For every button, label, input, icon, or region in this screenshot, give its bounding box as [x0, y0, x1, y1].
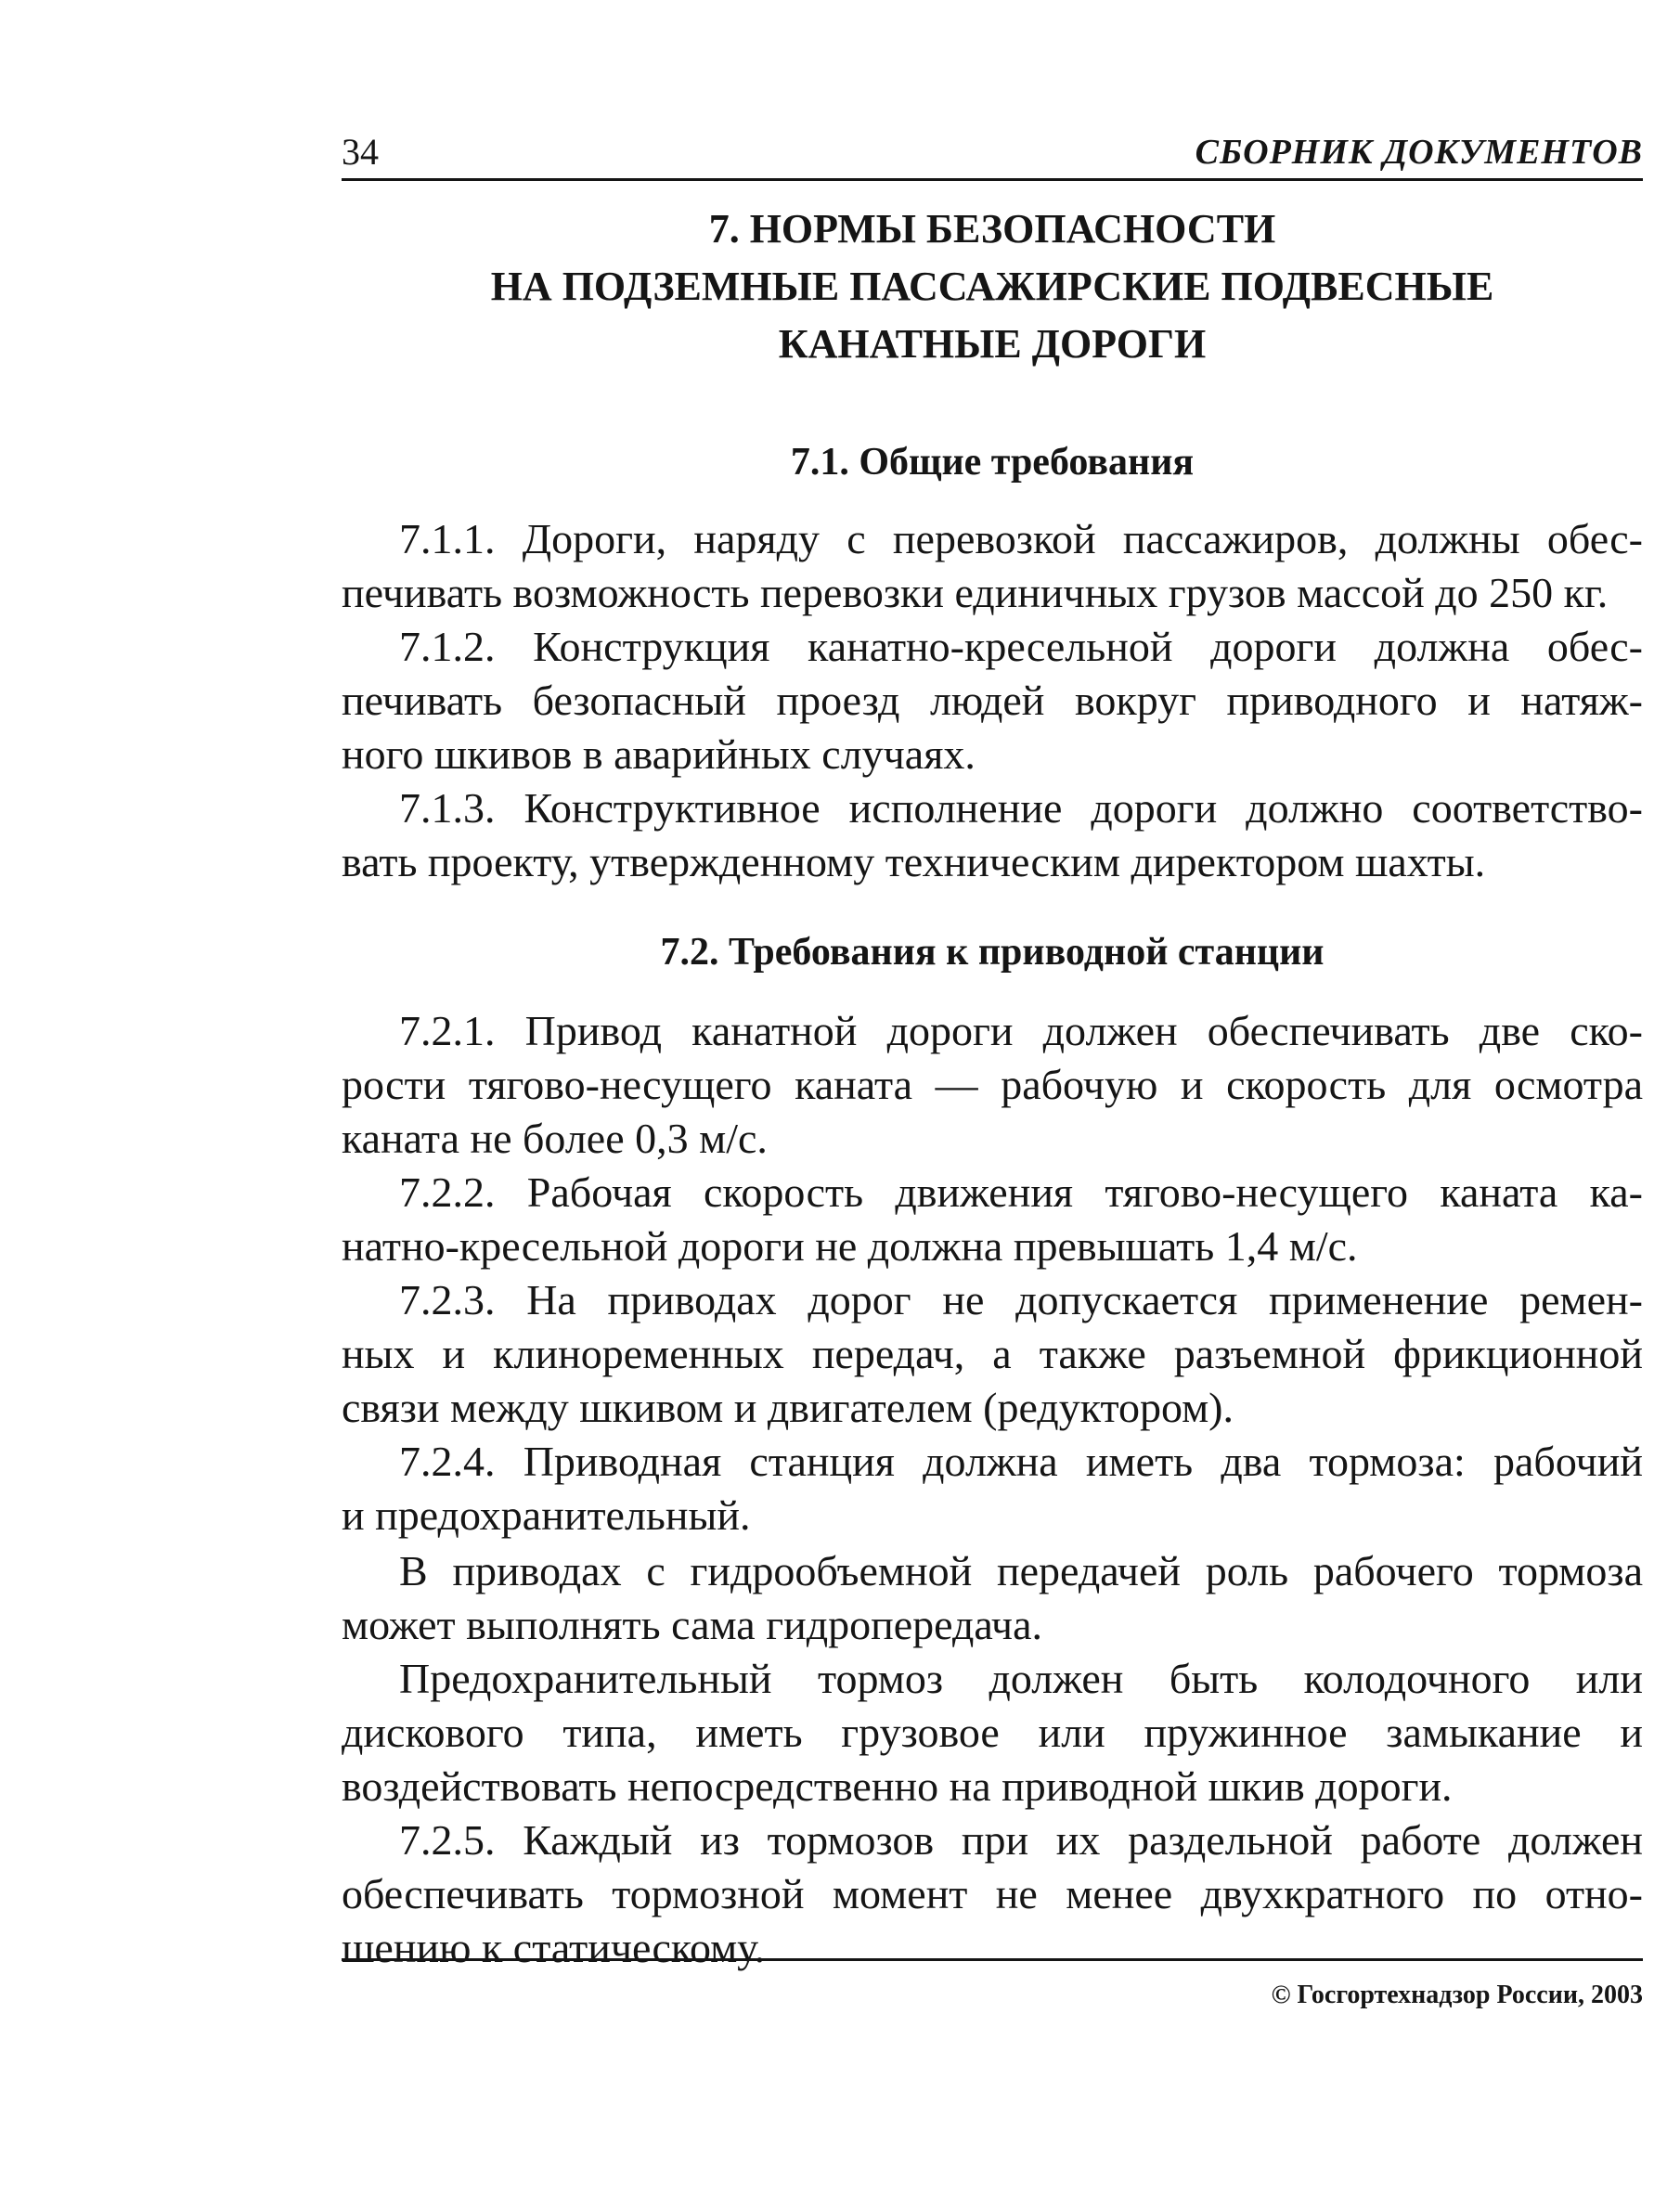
- paragraph-7-2-1: [342, 1004, 1643, 1166]
- copyright-notice: © Госгортехнадзор России, 2003: [1271, 1981, 1643, 2009]
- text-line: 7.2.1. Привод канатной дороги должен обеспечивать две ско-: [399, 1007, 1643, 1054]
- running-header: [342, 130, 1643, 181]
- document-page: [342, 0, 1643, 2207]
- text-line: 7.2.5. Каждый из тормозов при их раздельной работе должен: [399, 1816, 1643, 1864]
- collection-title: СБОРНИК ДОКУМЕНТОВ: [1195, 133, 1643, 172]
- paragraph-safety-brake: [342, 1652, 1643, 1813]
- text-line: каната не более 0,3 м/с.: [342, 1115, 768, 1162]
- chapter-title-line: 7. НОРМЫ БЕЗОПАСНОСТИ: [708, 206, 1276, 252]
- text-line: может выполнять сама гидропередача.: [342, 1601, 1042, 1648]
- text-line: 7.2.2. Рабочая скорость движения тягово-несущего каната ка-: [399, 1168, 1643, 1216]
- paragraph-7-1-2: [342, 620, 1643, 781]
- text-line: шению к статическому.: [342, 1924, 766, 1971]
- chapter-title-line: НА ПОДЗЕМНЫЕ ПАССАЖИРСКИЕ ПОДВЕСНЫЕ: [490, 264, 1494, 309]
- text-line: В приводах с гидрообъемной передачей роль рабочего тормоза: [399, 1547, 1643, 1594]
- paragraph-7-2-3: [342, 1273, 1643, 1435]
- text-line: рости тягово-несущего каната — рабочую и скорость для осмотра: [342, 1061, 1643, 1108]
- chapter-title-line: КАНАТНЫЕ ДОРОГИ: [778, 321, 1207, 367]
- paragraph-7-1-1: [342, 512, 1643, 620]
- text-line: 7.2.4. Приводная станция должна иметь два тормоза: рабочий: [399, 1438, 1643, 1485]
- section-heading-7-1: 7.1. Общие требования: [790, 441, 1195, 484]
- text-line: дискового типа, иметь грузовое или пружинное замыкание и: [342, 1709, 1643, 1756]
- text-line: 7.1.3. Конструктивное исполнение дороги должно соответство-: [399, 784, 1643, 832]
- text-line: вать проекту, утвержденному техническим директором шахты.: [342, 838, 1486, 885]
- text-line: обеспечивать тормозной момент не менее двухкратного по отно-: [342, 1870, 1643, 1917]
- text-line: печивать безопасный проезд людей вокруг приводного и натяж-: [342, 677, 1643, 724]
- paragraph-7-2-4: [342, 1435, 1643, 1542]
- footer-divider: [342, 1958, 1643, 1961]
- section-heading-7-2: 7.2. Требования к приводной станции: [660, 931, 1325, 974]
- paragraph-hydraulic-drive: [342, 1544, 1643, 1652]
- text-line: ных и клиноременных передач, а также разъемной фрикционной: [342, 1330, 1643, 1377]
- paragraph-7-2-2: [342, 1166, 1643, 1273]
- text-line: печивать возможность перевозки единичных грузов массой до 250 кг.: [342, 569, 1609, 616]
- text-line: связи между шкивом и двигателем (редуктором).: [342, 1384, 1234, 1431]
- paragraph-7-2-5: [342, 1813, 1643, 1975]
- text-line: 7.1.1. Дороги, наряду с перевозкой пассажиров, должны обес-: [399, 515, 1643, 562]
- text-line: и предохранительный.: [342, 1491, 751, 1539]
- text-line: Предохранительный тормоз должен быть колодочного или: [399, 1655, 1643, 1702]
- text-line: воздействовать непосредственно на приводной шкив дороги.: [342, 1762, 1453, 1810]
- text-line: натно-кресельной дороги не должна превышать 1,4 м/с.: [342, 1222, 1358, 1270]
- text-line: ного шкивов в аварийных случаях.: [342, 730, 976, 778]
- paragraph-7-1-3: [342, 781, 1643, 889]
- text-line: 7.2.3. На приводах дорог не допускается применение ремен-: [399, 1276, 1643, 1323]
- text-line: 7.1.2. Конструкция канатно-кресельной дороги должна обес-: [399, 623, 1643, 670]
- page-number: 34: [342, 131, 379, 173]
- chapter-title: [342, 200, 1643, 373]
